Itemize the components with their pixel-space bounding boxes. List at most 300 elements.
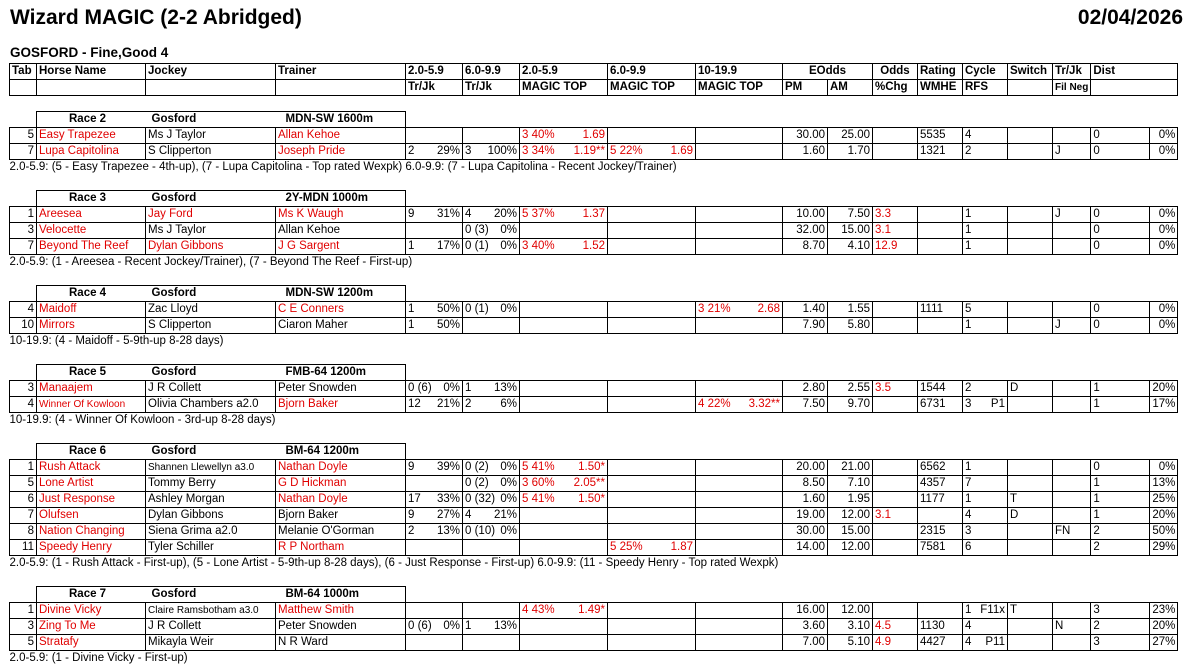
runner-trainer: Joseph Pride [276, 144, 406, 160]
runner-trjk-a-a: 9 [408, 460, 414, 475]
runner-magic-1 [520, 381, 608, 397]
race-spacer [10, 96, 1178, 112]
runner-rfs-a: 4 [965, 128, 971, 143]
runner-pm: 1.60 [783, 144, 828, 160]
spacer-cell [10, 270, 1150, 286]
runner-dist-count: 0 [1091, 144, 1150, 160]
runner-rfs [963, 508, 1008, 524]
col-jockey: Jockey [146, 64, 276, 80]
runner-magic-2 [608, 302, 696, 318]
runner-jockey: Dylan Gibbons [146, 239, 276, 255]
race-header-row [10, 444, 1178, 460]
runner-magic-2 [608, 635, 696, 651]
runner-wmhe: 6731 [918, 397, 963, 413]
runner-trjk-a-wrap [408, 381, 460, 396]
runner-am: 9.70 [828, 397, 873, 413]
runner-trjk-b [463, 128, 520, 144]
runner-chg [873, 476, 918, 492]
race-comment-row [10, 255, 1178, 271]
runner-dist-count: 0 [1091, 460, 1150, 476]
runner-jockey: Dylan Gibbons [146, 508, 276, 524]
race-comment: 2.0-5.9: (1 - Divine Vicky - First-up) [10, 651, 1150, 666]
runner-trjk-a [406, 524, 463, 540]
runner-jockey: Shannen Llewellyn a3.0 [146, 460, 276, 476]
runner-wmhe: 2315 [918, 524, 963, 540]
runner-magic-1 [520, 476, 608, 492]
runner-magic-1-wrap [522, 476, 605, 491]
runner-dist-pct: 23% [1150, 603, 1178, 619]
runner-magic-1 [520, 128, 608, 144]
runner-magic-1-a: 4 43% [522, 603, 555, 618]
runner-switch [1008, 476, 1053, 492]
runner-trjk-flag [1053, 223, 1091, 239]
runner-trjk-b-a: 2 [465, 397, 471, 412]
race-name: Race 5 [37, 365, 146, 381]
col-tab: Tab [10, 64, 37, 80]
race-name: Race 4 [37, 286, 146, 302]
runner-row [10, 619, 1178, 635]
runner-dist-pct: 0% [1150, 460, 1178, 476]
runner-tab: 11 [10, 540, 37, 556]
runner-trjk-a-b: 31% [437, 207, 460, 222]
runner-row [10, 460, 1178, 476]
runner-horse: Zing To Me [37, 619, 146, 635]
runner-magic-3 [696, 635, 783, 651]
runner-row [10, 318, 1178, 334]
runner-jockey: Mikayla Weir [146, 635, 276, 651]
runner-chg [873, 318, 918, 334]
runner-trjk-b [463, 476, 520, 492]
race-comment-row [10, 413, 1178, 429]
runner-wmhe [918, 239, 963, 255]
table-body [10, 64, 1178, 666]
race-spacer [10, 349, 1178, 365]
runner-dist-count: 1 [1091, 476, 1150, 492]
race-header-row [10, 191, 1178, 207]
race-comment-row [10, 160, 1178, 176]
runner-rfs [963, 540, 1008, 556]
runner-trjk-a-wrap [408, 207, 460, 222]
race-type: MDN-SW 1600m [276, 112, 406, 128]
runner-trjk-b-wrap [465, 239, 517, 254]
runner-magic-3-b: 2.68 [758, 302, 780, 317]
runner-am: 1.70 [828, 144, 873, 160]
runner-switch [1008, 540, 1053, 556]
runner-trjk-a-wrap [408, 302, 460, 317]
runner-magic-3 [696, 460, 783, 476]
runner-trjk-flag [1053, 603, 1091, 619]
runner-rfs-a: 1 [965, 318, 971, 333]
race-spacer [10, 428, 1178, 444]
runner-chg: 3.5 [873, 381, 918, 397]
runner-magic-3 [696, 207, 783, 223]
runner-magic-1 [520, 508, 608, 524]
col-range-a-sub: Tr/Jk [406, 80, 463, 96]
runner-rfs-a: 1 [965, 492, 971, 507]
runner-trjk-flag [1053, 239, 1091, 255]
race-type: FMB-64 1200m [276, 365, 406, 381]
runner-am: 7.50 [828, 207, 873, 223]
runner-horse: Maidoff [37, 302, 146, 318]
runner-magic-2 [608, 318, 696, 334]
runner-rfs-wrap [965, 540, 1005, 555]
runner-rfs [963, 492, 1008, 508]
runner-trainer: J G Sargent [276, 239, 406, 255]
runner-trjk-flag [1053, 460, 1091, 476]
runner-magic-1-wrap [522, 239, 605, 254]
runner-magic-1-a: 5 41% [522, 460, 555, 475]
runner-rfs [963, 635, 1008, 651]
runner-horse: Divine Vicky [37, 603, 146, 619]
runner-horse: Olufsen [37, 508, 146, 524]
runner-magic-2-b: 1.69 [671, 144, 693, 159]
runner-magic-2 [608, 128, 696, 144]
runner-rfs [963, 524, 1008, 540]
race-comment-row [10, 556, 1178, 572]
runner-trjk-a-b: 50% [437, 302, 460, 317]
runner-jockey: J R Collett [146, 619, 276, 635]
runner-chg [873, 144, 918, 160]
col-magic-2: 6.0-9.9 [608, 64, 696, 80]
runner-switch [1008, 635, 1053, 651]
runner-rfs-wrap [965, 318, 1005, 333]
runner-trjk-b [463, 381, 520, 397]
col-magic-2-sub: MAGIC TOP [608, 80, 696, 96]
runner-wmhe: 1177 [918, 492, 963, 508]
race-spacer [10, 175, 1178, 191]
runner-horse: Manaajem [37, 381, 146, 397]
runner-rfs [963, 381, 1008, 397]
runner-rfs-a: 4 [965, 619, 971, 634]
col-dist: Dist [1091, 64, 1178, 80]
runner-magic-1-b: 1.37 [583, 207, 605, 222]
runner-chg [873, 302, 918, 318]
runner-dist-count: 0 [1091, 318, 1150, 334]
col-trainer: Trainer [276, 64, 406, 80]
runner-dist-pct: 25% [1150, 492, 1178, 508]
runner-trjk-a [406, 381, 463, 397]
runner-jockey: Zac Lloyd [146, 302, 276, 318]
runner-trjk-a [406, 635, 463, 651]
runner-magic-3 [696, 223, 783, 239]
runner-rfs-b: P11 [985, 635, 1005, 650]
runner-trjk-a-b: 17% [437, 239, 460, 254]
runner-horse: Speedy Henry [37, 540, 146, 556]
runner-row [10, 524, 1178, 540]
runner-magic-3-a: 4 22% [698, 397, 731, 412]
runner-trjk-b-a: 1 [465, 619, 471, 634]
runner-magic-1 [520, 603, 608, 619]
runner-dist-count: 1 [1091, 381, 1150, 397]
runner-trjk-a [406, 223, 463, 239]
runner-trjk-flag [1053, 302, 1091, 318]
runner-trainer: Allan Kehoe [276, 128, 406, 144]
runner-trjk-b-wrap [465, 207, 517, 222]
runner-magic-1-a: 3 40% [522, 239, 555, 254]
runner-am: 1.95 [828, 492, 873, 508]
runner-chg [873, 460, 918, 476]
runner-wmhe [918, 318, 963, 334]
runner-rfs-wrap [965, 381, 1005, 396]
runner-chg: 4.9 [873, 635, 918, 651]
race-venue: Gosford [146, 365, 276, 381]
runner-am: 5.10 [828, 635, 873, 651]
runner-trainer: R P Northam [276, 540, 406, 556]
runner-trjk-a [406, 318, 463, 334]
runner-trjk-flag [1053, 476, 1091, 492]
runner-trjk-b [463, 492, 520, 508]
runner-trjk-b [463, 302, 520, 318]
runner-switch: T [1008, 603, 1053, 619]
runner-magic-1 [520, 524, 608, 540]
runner-rfs [963, 223, 1008, 239]
runner-am: 25.00 [828, 128, 873, 144]
runner-horse: Lupa Capitolina [37, 144, 146, 160]
runner-trjk-a [406, 492, 463, 508]
col-filneg: Fil Neg [1053, 80, 1091, 96]
runner-rfs [963, 397, 1008, 413]
runner-am: 12.00 [828, 508, 873, 524]
runner-rfs [963, 476, 1008, 492]
runner-wmhe: 1321 [918, 144, 963, 160]
runner-trjk-a-b: 27% [437, 508, 460, 523]
runner-magic-1 [520, 318, 608, 334]
runner-horse: Lone Artist [37, 476, 146, 492]
runner-wmhe: 5535 [918, 128, 963, 144]
runner-trjk-flag: N [1053, 619, 1091, 635]
runner-trjk-flag [1053, 492, 1091, 508]
runner-trainer: Ms K Waugh [276, 207, 406, 223]
runner-rfs-a: 5 [965, 302, 971, 317]
runner-chg [873, 603, 918, 619]
runner-rfs-wrap [965, 207, 1005, 222]
runner-dist-pct: 29% [1150, 540, 1178, 556]
runner-rfs-a: 7 [965, 476, 971, 491]
runner-trjk-flag: J [1053, 144, 1091, 160]
runner-dist-count: 0 [1091, 128, 1150, 144]
venue-conditions: GOSFORD - Fine,Good 4 [10, 45, 168, 60]
runner-rfs-wrap [965, 302, 1005, 317]
col-am: AM [828, 80, 873, 96]
col-magic-3: 10-19.9 [696, 64, 783, 80]
runner-rfs-wrap [965, 619, 1005, 634]
runner-jockey: Ashley Morgan [146, 492, 276, 508]
runner-rfs-a: 1 [965, 603, 971, 618]
race-type: MDN-SW 1200m [276, 286, 406, 302]
runner-magic-3-wrap [698, 302, 780, 317]
runner-dist-pct: 20% [1150, 381, 1178, 397]
runner-chg [873, 492, 918, 508]
runner-magic-2 [608, 492, 696, 508]
runner-trjk-flag: FN [1053, 524, 1091, 540]
runner-pm: 8.50 [783, 476, 828, 492]
runner-trjk-b-a: 1 [465, 381, 471, 396]
runner-pm: 7.50 [783, 397, 828, 413]
runner-trjk-a-b: 13% [437, 524, 460, 539]
runner-magic-2 [608, 239, 696, 255]
runner-tab: 3 [10, 223, 37, 239]
runner-pm: 7.00 [783, 635, 828, 651]
runner-rfs-a: 1 [965, 239, 971, 254]
runner-magic-1-wrap [522, 492, 605, 507]
runner-magic-2 [608, 508, 696, 524]
runner-jockey: Tommy Berry [146, 476, 276, 492]
col-pm: PM [783, 80, 828, 96]
runner-switch [1008, 144, 1053, 160]
race-header-blank [10, 286, 37, 302]
runner-switch [1008, 128, 1053, 144]
runner-trjk-b [463, 144, 520, 160]
runner-row [10, 128, 1178, 144]
col-wmhe: WMHE [918, 80, 963, 96]
race-name: Race 6 [37, 444, 146, 460]
col-odds: Odds [873, 64, 918, 80]
race-name: Race 7 [37, 587, 146, 603]
runner-chg: 3.3 [873, 207, 918, 223]
runner-chg [873, 397, 918, 413]
runner-magic-2-a: 5 25% [610, 540, 643, 555]
runner-dist-pct: 0% [1150, 207, 1178, 223]
runner-wmhe: 1130 [918, 619, 963, 635]
runner-row [10, 381, 1178, 397]
runner-pm: 30.00 [783, 128, 828, 144]
runner-rfs-a: 4 [965, 635, 971, 650]
runner-tab: 5 [10, 476, 37, 492]
runner-trjk-b [463, 508, 520, 524]
runner-magic-3 [696, 302, 783, 318]
runner-tab: 7 [10, 144, 37, 160]
runner-magic-1-wrap [522, 144, 605, 159]
runner-trjk-flag: J [1053, 207, 1091, 223]
runner-trjk-b-b: 0% [500, 302, 517, 317]
runner-row [10, 508, 1178, 524]
runner-pm: 3.60 [783, 619, 828, 635]
runner-dist-pct: 50% [1150, 524, 1178, 540]
race-header-row [10, 112, 1178, 128]
runner-trjk-b-wrap [465, 460, 517, 475]
col-chg: %Chg [873, 80, 918, 96]
runner-row [10, 603, 1178, 619]
runner-magic-2 [608, 524, 696, 540]
runner-trjk-a [406, 460, 463, 476]
runner-rfs-a: 1 [965, 460, 971, 475]
runner-trjk-a-wrap [408, 318, 460, 333]
runner-wmhe [918, 603, 963, 619]
runner-tab: 7 [10, 508, 37, 524]
runner-trainer: Bjorn Baker [276, 508, 406, 524]
runner-trjk-b-b: 0% [500, 223, 517, 238]
runner-wmhe [918, 207, 963, 223]
runner-trjk-a-wrap [408, 524, 460, 539]
col-rating: Rating [918, 64, 963, 80]
runner-trjk-b [463, 460, 520, 476]
runner-trjk-b-b: 0% [500, 492, 517, 507]
race-comment: 10-19.9: (4 - Winner Of Kowloon - 3rd-up 8-28 days) [10, 413, 1150, 429]
runner-switch: D [1008, 508, 1053, 524]
runner-trjk-a [406, 207, 463, 223]
runner-switch [1008, 318, 1053, 334]
runner-trjk-a-b: 0% [443, 619, 460, 634]
runner-magic-1-b: 1.50* [578, 460, 605, 475]
col-trainer-sub [276, 80, 406, 96]
runner-magic-3 [696, 603, 783, 619]
runner-magic-1 [520, 397, 608, 413]
runner-horse: Areesea [37, 207, 146, 223]
runner-wmhe: 1544 [918, 381, 963, 397]
runner-jockey: Ms J Taylor [146, 128, 276, 144]
race-header-blank [10, 444, 37, 460]
runner-trjk-b-b: 6% [500, 397, 517, 412]
runner-trjk-flag [1053, 508, 1091, 524]
runner-rfs-wrap [965, 144, 1005, 159]
race-header-blank [10, 587, 37, 603]
runner-tab: 4 [10, 397, 37, 413]
runner-chg: 4.5 [873, 619, 918, 635]
runner-magic-2 [608, 460, 696, 476]
runner-trjk-b-wrap [465, 508, 517, 523]
runner-chg [873, 524, 918, 540]
race-venue: Gosford [146, 587, 276, 603]
col-magic-1-sub: MAGIC TOP [520, 80, 608, 96]
race-name: Race 2 [37, 112, 146, 128]
runner-dist-count: 1 [1091, 508, 1150, 524]
runner-magic-1 [520, 144, 608, 160]
runner-jockey: Tyler Schiller [146, 540, 276, 556]
runner-dist-pct: 17% [1150, 397, 1178, 413]
runner-rfs-a: 2 [965, 144, 971, 159]
runner-pm: 1.60 [783, 492, 828, 508]
runner-magic-3 [696, 619, 783, 635]
runner-switch [1008, 207, 1053, 223]
runner-trjk-b-wrap [465, 223, 517, 238]
runner-trjk-a-wrap [408, 619, 460, 634]
runner-trjk-a-wrap [408, 460, 460, 475]
runner-trjk-a-wrap [408, 492, 460, 507]
runner-trainer: Peter Snowden [276, 381, 406, 397]
runner-trainer: Nathan Doyle [276, 460, 406, 476]
race-comment: 10-19.9: (4 - Maidoff - 5-9th-up 8-28 days) [10, 334, 1150, 350]
runner-horse: Mirrors [37, 318, 146, 334]
runner-trjk-flag: J [1053, 318, 1091, 334]
col-cycle: Cycle [963, 64, 1008, 80]
runner-horse: Nation Changing [37, 524, 146, 540]
runner-magic-1-a: 3 34% [522, 144, 555, 159]
col-tab-sub [10, 80, 37, 96]
runner-am: 15.00 [828, 223, 873, 239]
runner-jockey: S Clipperton [146, 318, 276, 334]
runner-tab: 1 [10, 207, 37, 223]
runner-trainer: G D Hickman [276, 476, 406, 492]
runner-magic-2 [608, 381, 696, 397]
report-date: 02/04/2026 [1078, 6, 1183, 30]
runner-magic-2 [608, 619, 696, 635]
col-eodds: EOdds [783, 64, 873, 80]
runner-jockey: Claire Ramsbotham a3.0 [146, 603, 276, 619]
runner-trjk-a-a: 2 [408, 144, 414, 159]
runner-trjk-a [406, 540, 463, 556]
runner-rfs-wrap [965, 635, 1005, 650]
runner-pm: 7.90 [783, 318, 828, 334]
runner-dist-pct: 20% [1150, 508, 1178, 524]
runner-rfs [963, 460, 1008, 476]
runner-trjk-a [406, 144, 463, 160]
runner-magic-1-wrap [522, 207, 605, 222]
runner-magic-3 [696, 381, 783, 397]
runner-chg [873, 128, 918, 144]
runner-dist-pct: 20% [1150, 619, 1178, 635]
runner-rfs-wrap [965, 223, 1005, 238]
runner-magic-1-b: 1.50* [578, 492, 605, 507]
